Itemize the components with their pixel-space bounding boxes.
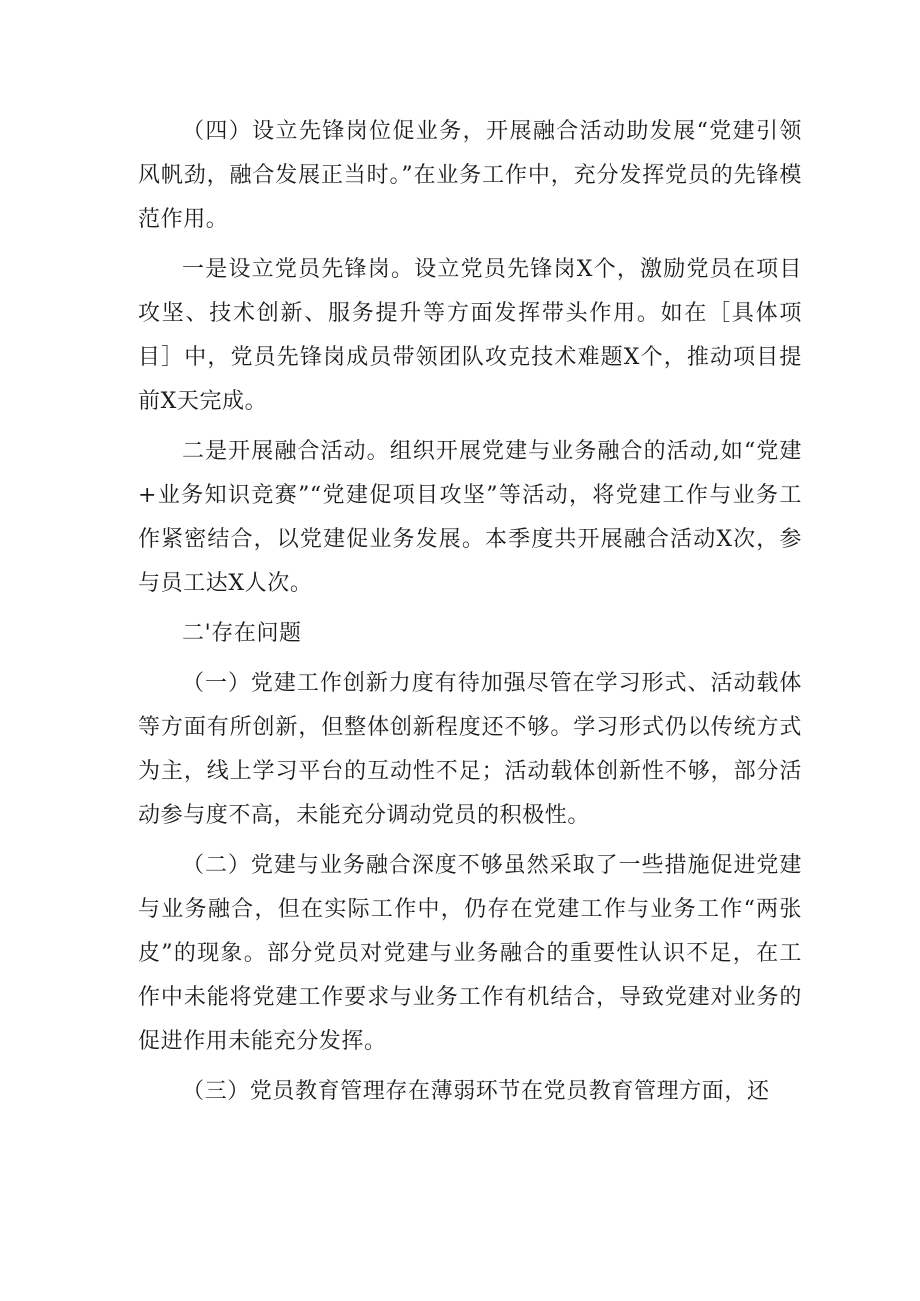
section-heading-problems: 二'存在问题 <box>182 621 302 646</box>
paragraph-section-four: （四）设立先锋岗位促业务，开展融合活动助发展“党建引领风帆劲，融合发展正当时。”在业务工作中，充分发挥党员的先锋模范作用。 <box>138 119 802 232</box>
paragraph-problem-three: （三）党员教育管理存在薄弱环节在党员教育管理方面，还 <box>182 1079 770 1104</box>
paragraph-vanguard-post: 一是设立党员先锋岗。设立党员先锋岗X个，激励党员在项目攻坚、技术创新、服务提升等方面发挥带头作用。如在［具体项目］中，党员先锋岗成员带领团队攻克技术难题X个，推动项目提前X天完成。 <box>138 257 802 414</box>
paragraph-problem-two: （二）党建与业务融合深度不够虽然采取了一些措施促进党建与业务融合，但在实际工作中，仍存在党建工作与业务工作“两张皮”的现象。部分党员对党建与业务融合的重要性认识不足，在工作中未能将党建工作要求与业务工作有机结合，导致党建对业务的促进作用未能充分发挥。 <box>138 853 802 1054</box>
document-body <box>138 110 802 1120</box>
paragraph-integration-activities: 二是开展融合活动。组织开展党建与业务融合的活动,如“党建+业务知识竞赛”“党建促项目攻坚”等活动，将党建工作与业务工作紧密结合，以党建促业务发展。本季度共开展融合活动X次，参与员工达X人次。 <box>138 439 802 596</box>
paragraph-problem-one: （一）党建工作创新力度有待加强尽管在学习形式、活动载体等方面有所创新，但整体创新程度还不够。学习形式仍以传统方式为主，线上学习平台的互动性不足；活动载体创新性不够，部分活动参与度不高，未能充分调动党员的积极性。 <box>138 671 802 828</box>
